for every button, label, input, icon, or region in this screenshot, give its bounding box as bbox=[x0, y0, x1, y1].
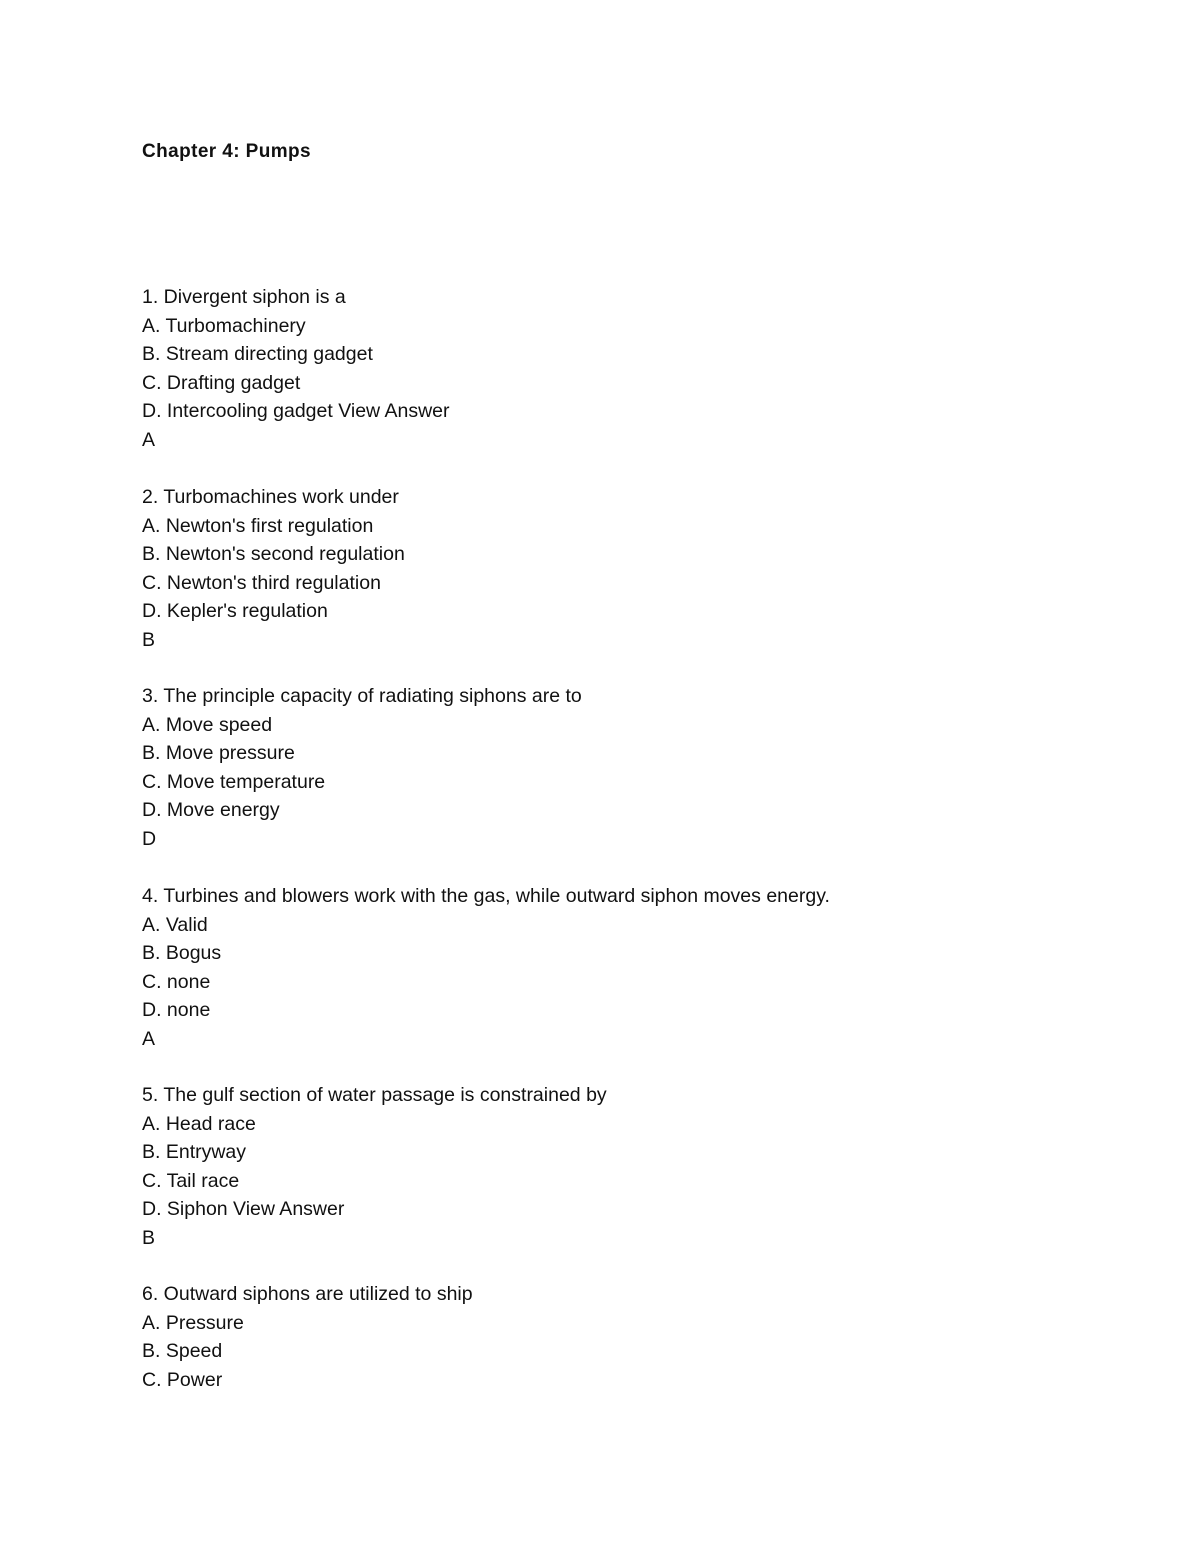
question-stem: 6. Outward siphons are utilized to ship bbox=[142, 1283, 473, 1305]
answer: A bbox=[142, 1027, 156, 1050]
option-d: D. Siphon View Answer bbox=[142, 1198, 345, 1220]
option-b: B. Move pressure bbox=[142, 742, 295, 764]
option-d: D. none bbox=[142, 999, 211, 1021]
option-d: D. Move energy bbox=[142, 799, 280, 821]
option-a: A. Head race bbox=[142, 1112, 256, 1135]
answer: D bbox=[142, 827, 157, 850]
question-5 bbox=[142, 1081, 607, 1252]
option-b: B. Stream directing gadget bbox=[142, 343, 373, 365]
answer: A bbox=[142, 428, 156, 451]
question-stem: 1. Divergent siphon is a bbox=[142, 286, 346, 308]
question-6 bbox=[142, 1280, 473, 1394]
option-b: B. Newton's second regulation bbox=[142, 543, 405, 565]
question-3 bbox=[142, 682, 582, 853]
option-a: A. Move speed bbox=[142, 713, 273, 736]
option-c: C. none bbox=[142, 970, 211, 993]
option-c: C. Power bbox=[142, 1368, 223, 1391]
option-b: B. Bogus bbox=[142, 942, 222, 964]
question-stem: 5. The gulf section of water passage is constrained by bbox=[142, 1084, 607, 1106]
option-b: B. Entryway bbox=[142, 1141, 247, 1163]
option-a: A. Newton's first regulation bbox=[142, 514, 374, 537]
answer: B bbox=[142, 1226, 156, 1249]
option-a: A. Valid bbox=[142, 913, 208, 936]
option-d: D. Kepler's regulation bbox=[142, 600, 328, 622]
question-1 bbox=[142, 283, 450, 454]
option-c: C. Move temperature bbox=[142, 770, 326, 793]
option-d: D. Intercooling gadget View Answer bbox=[142, 400, 450, 422]
option-c: C. Tail race bbox=[142, 1169, 240, 1192]
option-a: A. Turbomachinery bbox=[142, 314, 306, 337]
question-stem: 3. The principle capacity of radiating siphons are to bbox=[142, 685, 582, 707]
option-b: B. Speed bbox=[142, 1340, 223, 1362]
question-stem: 4. Turbines and blowers work with the gas, while outward siphon moves energy. bbox=[142, 885, 830, 907]
question-2 bbox=[142, 483, 405, 654]
answer: B bbox=[142, 628, 156, 651]
option-c: C. Newton's third regulation bbox=[142, 571, 381, 594]
option-a: A. Pressure bbox=[142, 1311, 244, 1334]
question-stem: 2. Turbomachines work under bbox=[142, 486, 399, 508]
question-4 bbox=[142, 882, 830, 1053]
chapter-title: Chapter 4: Pumps bbox=[142, 141, 311, 162]
option-c: C. Drafting gadget bbox=[142, 371, 301, 394]
